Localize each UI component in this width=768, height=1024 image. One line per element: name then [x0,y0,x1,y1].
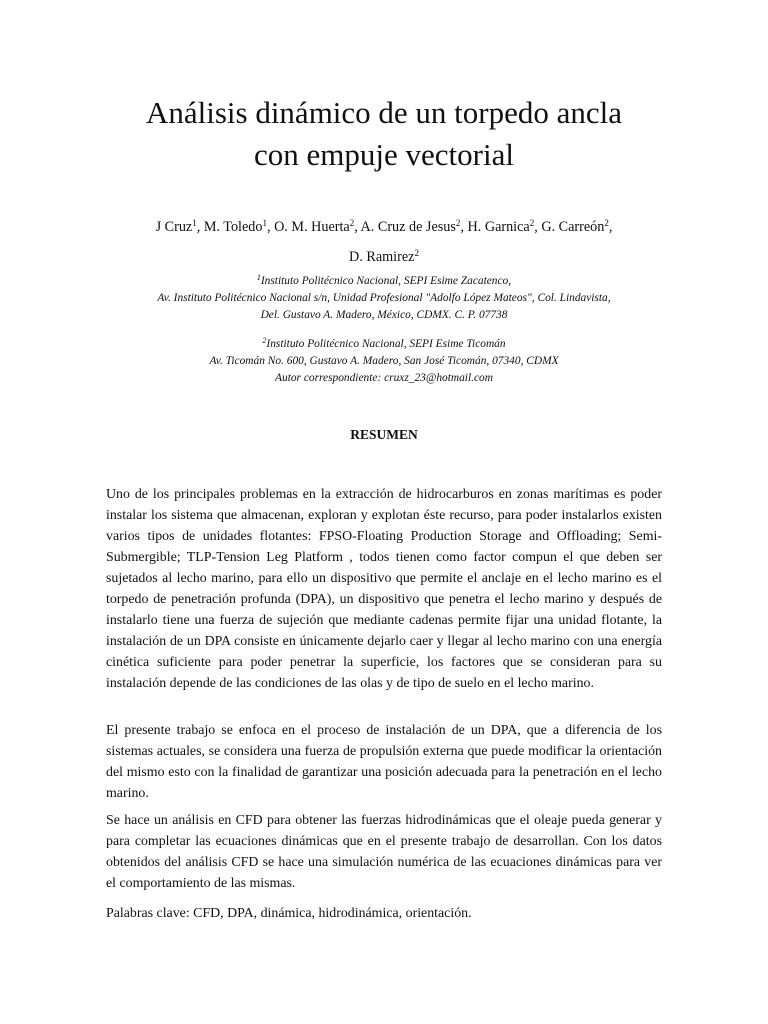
abstract-paragraph-1: Uno de los principales problemas en la extracción de hidrocarburos en zonas marítimas es poder instalar los sistema que almacenan, exploran y explotan éste recurso, para poder instalarlos existen varios tipos de unidades flotantes: FPSO-Floating Production Storage and Offloading; Semi-Submergible; TLP-Tension Leg Platform , todos tienen como factor compun el que deben ser sujetados al lecho marino, para ello un dispositivo que permite el anclaje en el lecho marino es el torpedo de penetración profunda (DPA), un dispositivo que penetra el lecho marino y después de instalarlo tiene una fuerza de sujeción que mediante cadenas permite fijar una unidad flotante, la instalación de un DPA consiste en únicamente dejarlo caer y llegar al lecho marino con una energía cinética suficiente para poder penetrar la superficie, los factores que se consideran para su instalación depende de las condiciones de las olas y de tipo de suelo en el lecho marino. [106,487,662,691]
keywords: Palabras clave: CFD, DPA, dinámica, hidrodinámica, orientación. [106,906,472,921]
paper-title [0,92,768,176]
title-line-2: con empuje vectorial [254,137,514,172]
title-line-1: Análisis dinámico de un torpedo ancla [145,95,623,130]
author: H. Garnica$^2$, [467,218,542,235]
affiliation-2 [40,336,728,387]
affiliation-city: Del. Gustavo A. Madero, México, CDMX. C. P. 07738 [260,309,508,321]
author: A. Cruz de Jesus$^2$, [360,218,468,235]
author: G. Carreón$^2$, [541,218,613,235]
author: O. M. Huerta$^2$, [274,218,361,235]
author-list [60,212,708,272]
affiliation-institution: Instituto Politécnico Nacional, SEPI Esime Zacatenco, [260,275,512,287]
abstract-paragraph-2: El presente trabajo se enfoca en el proceso de instalación de un DPA, que a diferencia de los sistemas actuales, se considera una fuerza de propulsión externa que puede modificar la orientación del mismo esto con la finalidad de garantizar una posición adecuada para la penetración en el lecho marino. [106,723,662,801]
corresponding-author: Autor correspondiente: cruxz_23@hotmail.com [275,372,493,384]
affiliation-institution: Instituto Politécnico Nacional, SEPI Esime Ticomán [266,338,506,350]
affiliation-address: Av. Instituto Politécnico Nacional s/n, Unidad Profesional "Adolfo López Mateos", Col. Lindavista, [157,292,611,304]
affiliation-marker: 1 [256,273,261,282]
affiliation-1 [40,273,728,324]
abstract-paragraph-3: Se hace un análisis en CFD para obtener las fuerzas hidrodinámicas que el oleaje pueda generar y para completar las ecuaciones dinámicas que en el presente trabajo de desarrollan. Con los datos obtenidos del análisis CFD se hace una simulación numérica de las ecuaciones dinámicas para ver el comportamiento de las mismas. [106,813,662,891]
author: M. Toledo$^1$, [203,218,275,235]
affiliation-address: Av. Ticomán No. 600, Gustavo A. Madero, San José Ticomán, 07340, CDMX [209,355,559,367]
author: J Cruz$^1$, [155,218,204,235]
affiliation-marker: 2 [262,336,267,345]
abstract-heading: RESUMEN [350,427,418,442]
author: D. Ramirez$^2$ [349,248,419,265]
